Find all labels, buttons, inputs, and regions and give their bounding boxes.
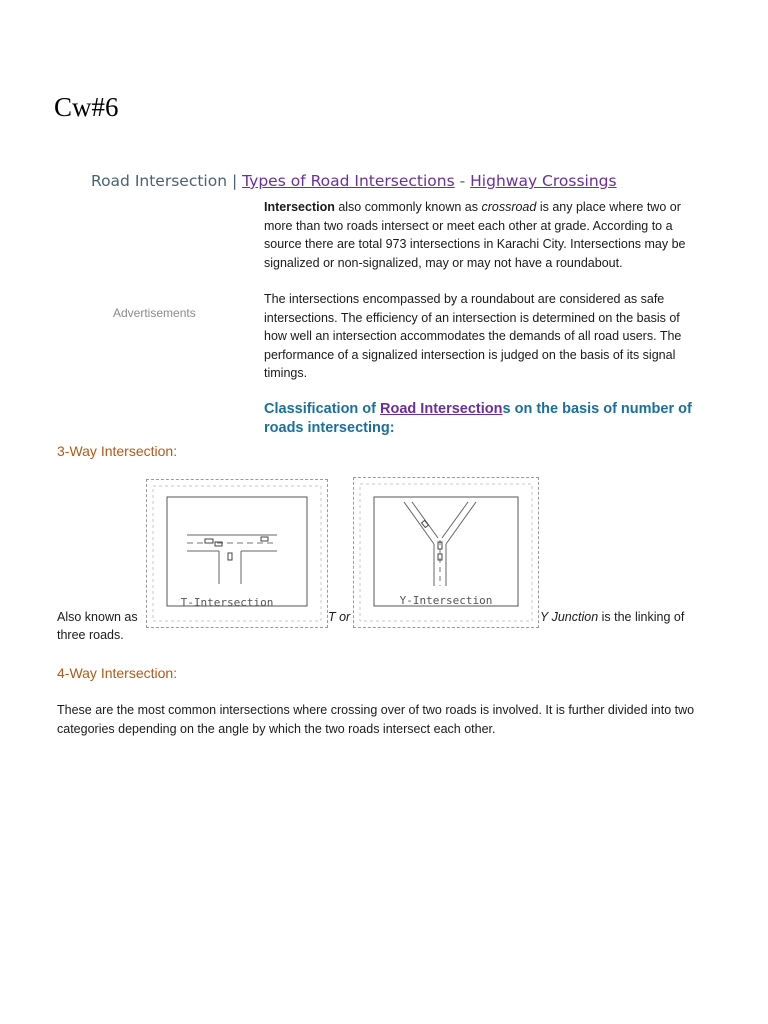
y-intersection-image [353, 477, 539, 628]
three-roads-text: three roads. [57, 628, 124, 642]
three-way-heading: 3-Way Intersection: [57, 443, 178, 459]
y-intersection-diagram [354, 478, 538, 627]
four-way-heading: 4-Way Intersection: [57, 665, 178, 681]
y-junction-term: Y Junction [540, 610, 599, 624]
intro-text-b: is any place where two or more than two roads intersect or meet each other at grade. According to a source there are total 973 intersections in Karachi City. Intersections may be signalized or non-signalized, may or may not have a roundabout. [264, 200, 686, 270]
y-intersection-caption: Y-Intersection [399, 594, 493, 607]
t-intersection-caption: T-Intersection [180, 596, 274, 609]
t-or-text: T or [328, 610, 351, 624]
intro-term-italic: crossroad [481, 200, 537, 214]
intro-paragraph [264, 198, 696, 272]
y-junction-text [540, 610, 684, 624]
advertisements-label: Advertisements [113, 306, 196, 320]
highway-crossings-link[interactable]: Highway Crossings [470, 172, 617, 190]
document-title: Cw#6 [54, 92, 119, 122]
types-of-road-intersections-link[interactable]: Types of Road Intersections [242, 172, 455, 190]
title-separator: | [227, 172, 243, 190]
t-intersection-image [146, 479, 328, 628]
post-title-text: Road Intersection [91, 172, 228, 190]
classification-prefix: Classification of [264, 401, 381, 417]
road-intersection-link[interactable]: Road Intersection [380, 401, 503, 417]
classification-heading [264, 400, 704, 438]
linking-text: is the linking of [598, 610, 685, 624]
intro-term: Intersection [264, 200, 335, 214]
intro-text-a: also commonly known as [334, 200, 482, 214]
also-known-as-text: Also known as [57, 610, 138, 624]
roundabout-paragraph: The intersections encompassed by a roundabout are considered as safe intersections. The efficiency of an intersection is determined on the basis of how well an intersection accommodates the demands of all road users. The performance of a signalized intersection is judged on the basis of its signal timings. [264, 292, 682, 380]
four-way-paragraph: These are the most common intersections where crossing over of two roads is involved. It is further divided into two categories depending on the angle by which the two roads intersect each other. [57, 703, 695, 736]
t-intersection-diagram [147, 480, 327, 627]
post-title [91, 172, 617, 190]
title-separator-dash: - [454, 172, 471, 190]
classification-suffix: s on the basis of number of roads intersecting: [264, 401, 692, 436]
